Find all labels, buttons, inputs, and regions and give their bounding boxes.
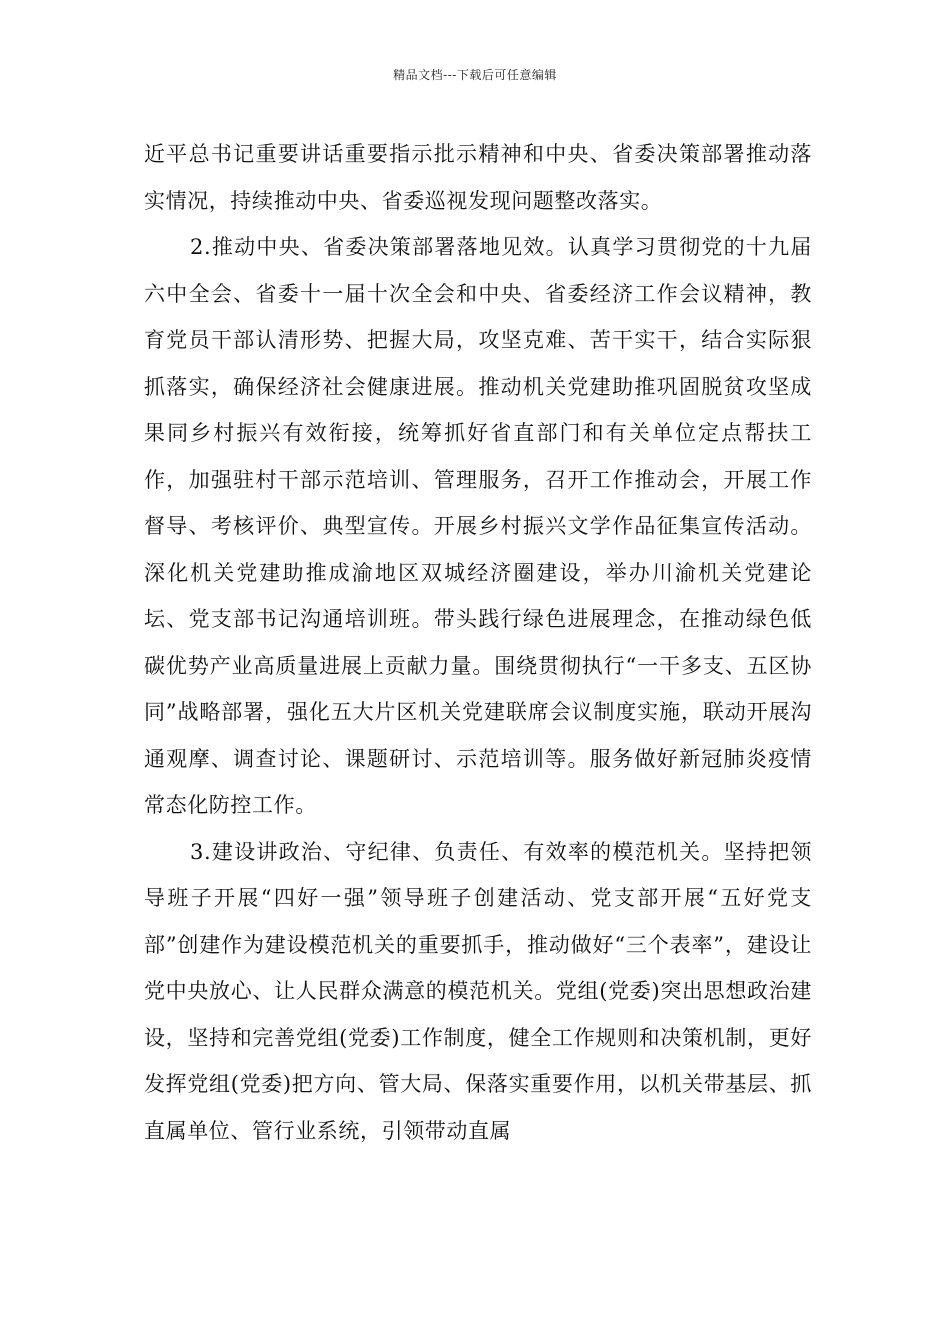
paragraph-section-2: 2.推动中央、省委决策部署落地见效。认真学习贯彻党的十九届六中全会、省委十一届十次全会和中央、省委经济工作会议精神，教育党员干部认清形势、把握大局，攻坚克难、苦干实干，结合实际狠抓落实，确保经济社会健康进展。推动机关党建助推巩固脱贫攻坚成果同乡村振兴有效衔接，统筹抓好省直部门和有关单位定点帮扶工作，加强驻村干部示范培训、管理服务，召开工作推动会，开展工作督导、考核评价、典型宣传。开展乡村振兴文学作品征集宣传活动。深化机关党建助推成渝地区双城经济圈建设，举办川渝机关党建论坛、党支部书记沟通培训班。带头践行绿色进展理念，在推动绿色低碳优势产业高质量进展上贡献力量。围绕贯彻执行“一干多支、五区协同”战略部署，强化五大片区机关党建联席会议制度实施，联动开展沟通观摩、调查讨论、课题研讨、示范培训等。服务做好新冠肺炎疫情常态化防控工作。 xyxy=(144,235,812,817)
document-body xyxy=(144,131,812,1154)
paragraph-continued: 近平总书记重要讲话重要指示批示精神和中央、省委决策部署推动落实情况，持续推动中央、省委巡视发现问题整改落实。 xyxy=(144,142,812,213)
paragraph-section-3: 3.建设讲政治、守纪律、负责任、有效率的模范机关。坚持把领导班子开展“四好一强”领导班子创建活动、党支部开展“五好党支部”创建作为建设模范机关的重要抓手，推动做好“三个表率”，建设让党中央放心、让人民群众满意的模范机关。党组(党委)突出思想政治建设，坚持和完善党组(党委)工作制度，健全工作规则和决策机制，更好发挥党组(党委)把方向、管大局、保落实重要作用，以机关带基层、抓直属单位、管行业系统，引领带动直属 xyxy=(144,839,812,1143)
page-header: 精品文档---下载后可任意编辑 xyxy=(393,68,557,82)
